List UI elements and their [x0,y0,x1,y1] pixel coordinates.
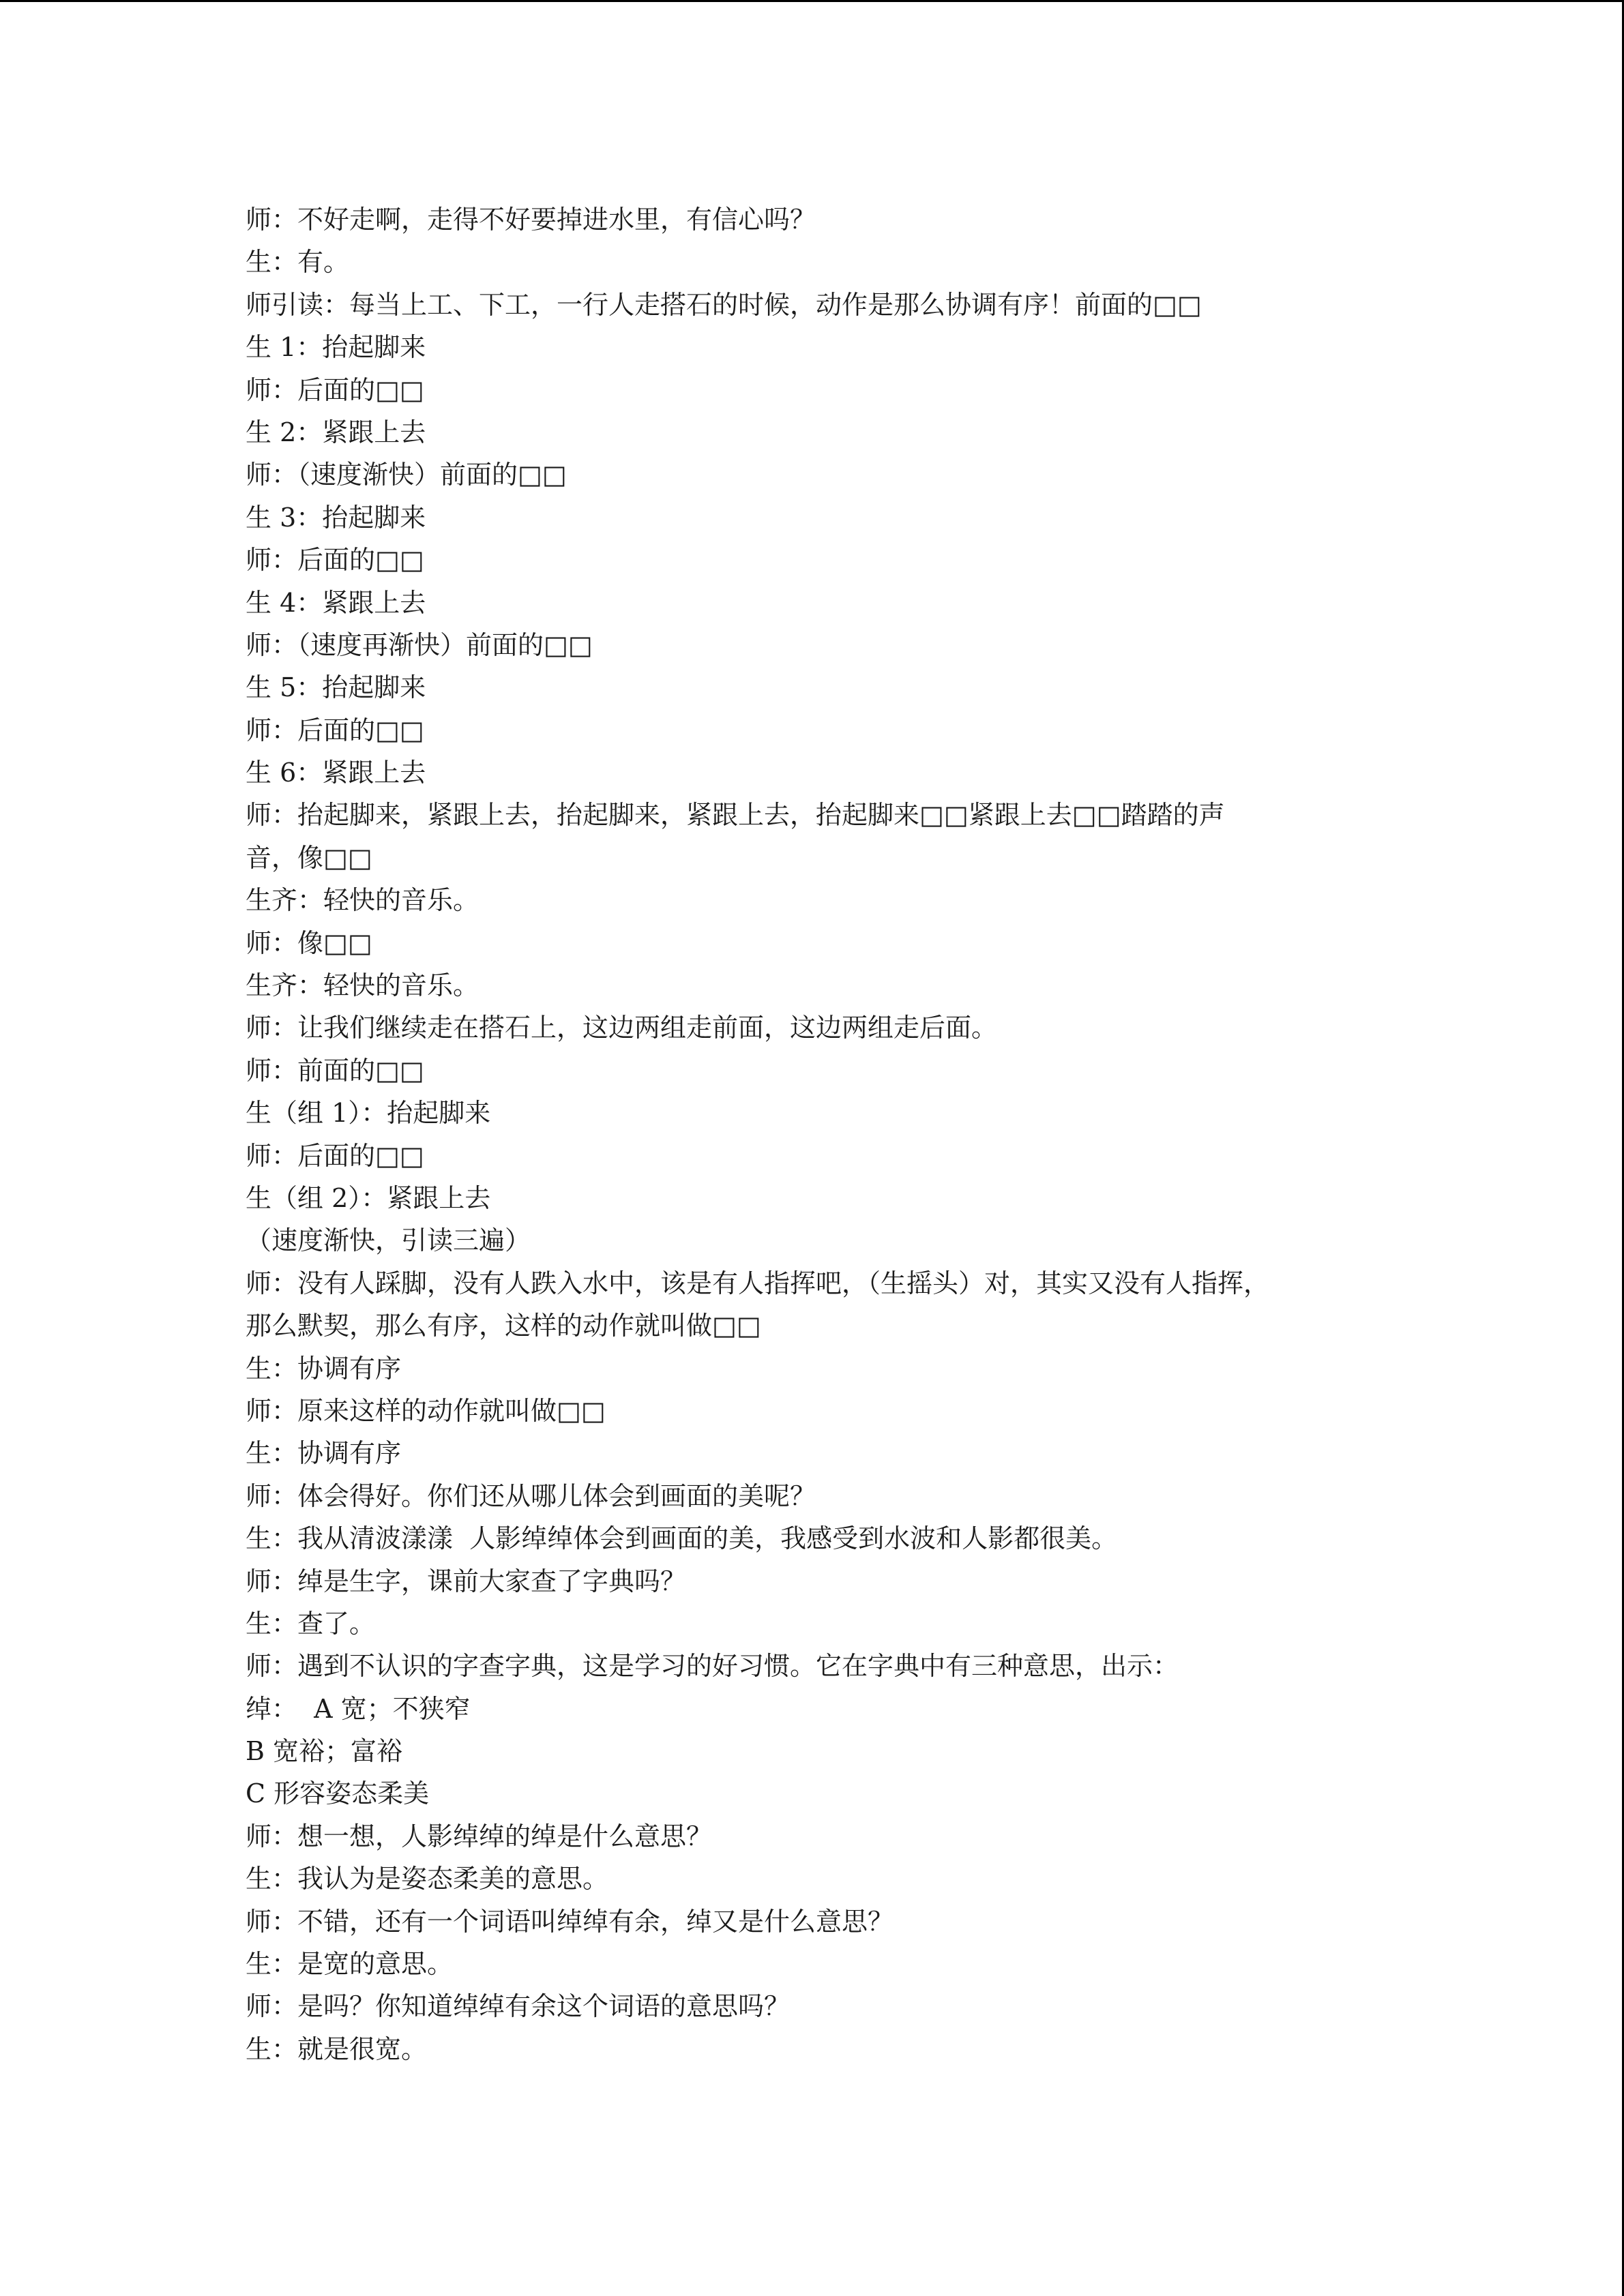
text-line: C 形容姿态柔美 [246,1778,430,1809]
text-line: 师：原来这样的动作就叫做□□ [246,1395,606,1426]
text-line: 生：我从⁠清波漾漾 人影绰绰⁠体会到画面的美，我感受到水波和人影都很美。 [246,1523,1118,1554]
text-line: （速度渐快，引读三遍） [246,1225,531,1256]
text-line: 生（组 1）：抬起脚来 [246,1098,491,1129]
text-line: 生 2：紧跟上去 [246,417,426,447]
text-line: 生 3：抬起脚来 [246,502,426,533]
text-line: 音，像□□ [246,842,372,873]
text-line: 生 1：抬起脚来 [246,332,426,363]
text-line: 师：（速度渐快）前面的□□ [246,460,567,490]
text-line: 那么默契，那么有序，这样的动作就叫做□□ [246,1311,761,1341]
text-line: 师：后面的□□ [246,715,424,745]
document-body [246,198,1405,2070]
text-line: 师：后面的□□ [246,1140,424,1171]
text-line: 生：我认为是⁠姿态柔美⁠的意思。 [246,1864,609,1894]
page-top-border [0,0,1624,2]
text-line: B 宽裕；富裕 [246,1736,403,1767]
text-line: 师：抬起脚来，紧跟上去，抬起脚来，紧跟上去，抬起脚来□□紧跟上去□□踏踏的声 [246,800,1225,831]
text-line: 师：遇到不认识的字查字典，这是学习的好习惯。它在字典中有三种意思，出示： [246,1651,1179,1682]
text-line: 生：是⁠宽⁠的意思。 [246,1949,454,1980]
text-line: 师：没有人踩脚，没有人跌入水中，该是有人指挥吧，（生摇头）对，其实又没有人指挥， [246,1268,1270,1298]
text-line: 师：让我们继续走在搭石上，这边两组走前面，这边两组走后面。 [246,1013,998,1043]
text-line: 师：⁠绰⁠是生字，课前大家查了字典吗？ [246,1566,687,1596]
text-line: 生齐：轻快的音乐。 [246,885,479,916]
text-line: 生 5：抬起脚来 [246,672,426,703]
text-line: 生：协调有序 [246,1438,402,1469]
text-line: 生：有。 [246,247,350,278]
text-line: 生：查了。 [246,1608,376,1639]
text-line: 生 4：紧跟上去 [246,587,426,618]
text-line: 师：像□□ [246,927,372,958]
text-line: 师：（速度再渐快）前面的□□ [246,629,593,660]
text-line: 师：后面的□□ [246,374,424,405]
text-line: 师：体会得好。你们还从哪儿体会到画面的美呢？ [246,1480,816,1511]
text-line: 绰： A 宽；不狭窄 [246,1693,471,1724]
text-line: 师引读：每当上工、下工，一行人走搭石的时候，动作是那么协调有序！前面的□□ [246,289,1202,320]
text-line: 师：不好走啊，走得不好要掉进水里，有信心吗？ [246,205,816,235]
text-line: 师：后面的□□ [246,545,424,576]
text-line: 生 6：紧跟上去 [246,758,426,788]
text-line: 生齐：轻快的音乐。 [246,970,479,1001]
text-line: 生：协调有序 [246,1353,402,1384]
text-line: 生（组 2）：紧跟上去 [246,1182,491,1213]
text-line: 师：想一想，⁠人影绰绰⁠的⁠绰⁠是什么意思？ [246,1821,713,1851]
text-line: 生：就是很宽。 [246,2033,428,2064]
text-line: 师：不错，还有一个词语叫⁠绰绰有余⁠，⁠绰⁠又是什么意思？ [246,1906,894,1937]
text-line: 师：前面的□□ [246,1055,424,1086]
text-line: 师：是吗？你知道⁠绰绰有余⁠这个词语的意思吗？ [246,1991,791,2022]
